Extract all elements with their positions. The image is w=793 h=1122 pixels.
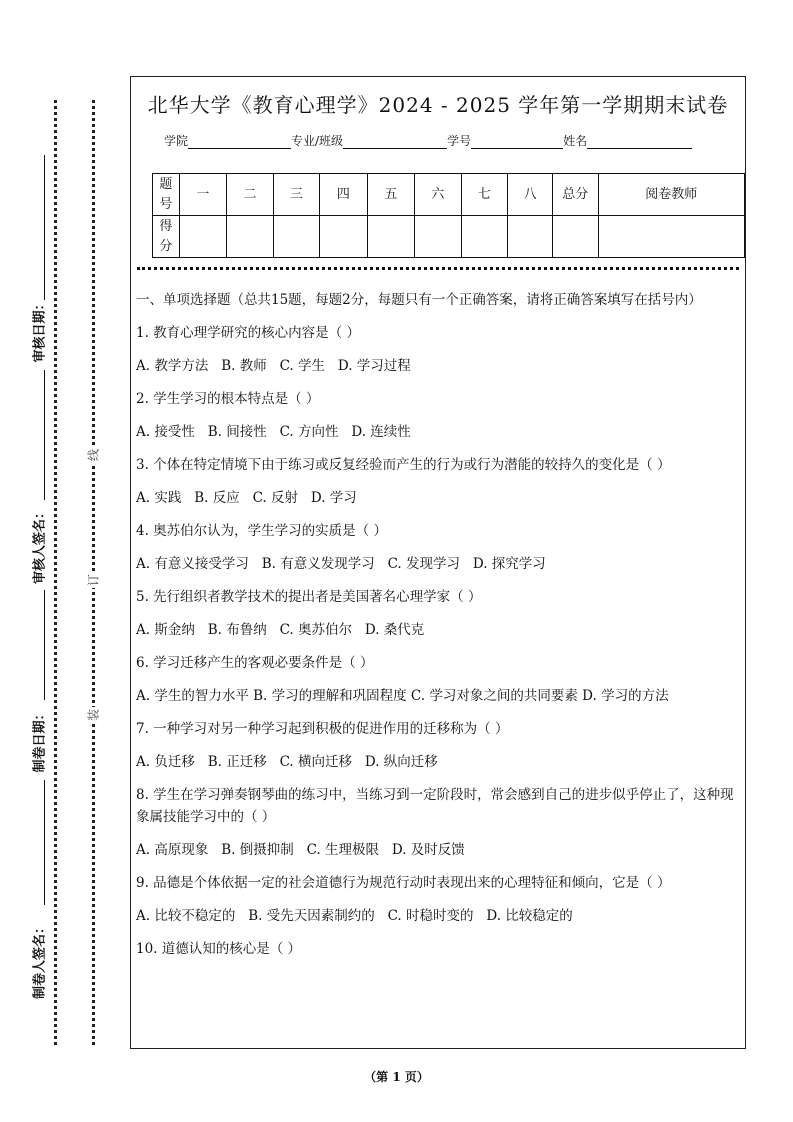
question: 9. 品德是个体依据一定的社会道德行为规范行动时表现出来的心理特征和倾向，它是（ ）	[136, 875, 671, 891]
exam-frame	[130, 76, 746, 1049]
section-heading: 一、单项选择题（总共15题，每题2分，每题只有一个正确答案，请将正确答案填写在括号内）	[136, 292, 702, 308]
dotted-separator	[137, 267, 739, 270]
column-header: 二	[227, 174, 274, 216]
question: 10. 道德认知的核心是（ ）	[136, 941, 302, 957]
question: 4. 奥苏伯尔认为，学生学习的实质是（ ）	[136, 523, 387, 539]
score-row	[153, 216, 745, 258]
column-header: 八	[508, 174, 553, 216]
column-header: 总分	[552, 174, 598, 216]
options: A. 有意义接受学习 B. 有意义发现学习 C. 发现学习 D. 探究学习	[136, 556, 546, 572]
score-cell[interactable]	[461, 216, 508, 258]
score-cell[interactable]	[227, 216, 274, 258]
signature-line	[44, 780, 45, 905]
options: A. 学生的智力水平 B. 学习的理解和巩固程度 C. 学习对象之间的共同要素 D. 学习的方法	[136, 688, 669, 704]
major-field[interactable]	[343, 134, 447, 149]
student-id-field[interactable]	[471, 134, 563, 149]
column-header: 阅卷教师	[598, 174, 744, 216]
score-cell[interactable]	[552, 216, 598, 258]
score-cell[interactable]	[320, 216, 367, 258]
dotted-line-outer	[54, 100, 57, 1045]
question: 1. 教育心理学研究的核心内容是（ ）	[136, 325, 360, 341]
score-table	[152, 173, 745, 258]
column-header: 一	[179, 174, 226, 216]
column-header: 三	[273, 174, 320, 216]
options: A. 比较不稳定的 B. 受先天因素制约的 C. 时稳时变的 D. 比较稳定的	[136, 908, 573, 924]
name-label: 姓名	[563, 134, 588, 148]
options: A. 负迁移 B. 正迁移 C. 横向迁移 D. 纵向迁移	[136, 754, 438, 770]
question: 2. 学生学习的根本特点是（ ）	[136, 391, 320, 407]
column-header: 五	[367, 174, 414, 216]
question: 6. 学习迁移产生的客观必要条件是（ ）	[136, 655, 374, 671]
options: A. 斯金纳 B. 布鲁纳 C. 奥苏伯尔 D. 桑代克	[136, 622, 425, 638]
college-label: 学院	[164, 134, 189, 148]
major-label: 专业/班级	[291, 134, 344, 148]
page-number: （第 1 页）	[364, 1070, 429, 1084]
signature-line	[44, 370, 45, 500]
score-cell[interactable]	[415, 216, 462, 258]
score-cell[interactable]	[179, 216, 226, 258]
options: A. 高原现象 B. 倒摄抑制 C. 生理极限 D. 及时反馈	[136, 842, 465, 858]
options: A. 实践 B. 反应 C. 反射 D. 学习	[136, 490, 357, 506]
signature-line	[44, 590, 45, 700]
row-label: 得分	[153, 216, 180, 258]
options: A. 接受性 B. 间接性 C. 方向性 D. 连续性	[136, 424, 411, 440]
score-table-header-row	[153, 174, 745, 216]
question: 3. 个体在特定情境下由于练习或反复经验而产生的行为或行为潜能的较持久的变化是（ ）	[136, 457, 671, 473]
score-cell[interactable]	[598, 216, 744, 258]
column-header: 七	[461, 174, 508, 216]
question: 7. 一种学习对另一种学习起到积极的促进作用的迁移称为（ ）	[136, 721, 509, 737]
column-header: 六	[415, 174, 462, 216]
header-label: 题号	[153, 174, 180, 216]
signature-line	[44, 155, 45, 300]
binding-mark-xian: 线	[86, 448, 101, 462]
score-cell[interactable]	[508, 216, 553, 258]
score-cell[interactable]	[273, 216, 320, 258]
paper-date-label: 制卷日期：	[32, 707, 48, 773]
review-date-label: 审核日期：	[32, 297, 48, 363]
options: A. 教学方法 B. 教师 C. 学生 D. 学习过程	[136, 358, 411, 374]
name-field[interactable]	[587, 134, 692, 149]
column-header: 四	[320, 174, 367, 216]
college-field[interactable]	[188, 134, 291, 149]
reviewer-signature-label: 审核人签名：	[32, 505, 48, 585]
exam-title: 北华大学《教育心理学》2024 - 2025 学年第一学期期末试卷	[147, 93, 729, 117]
id-label: 学号	[447, 134, 472, 148]
questions	[136, 289, 735, 971]
question: 8. 学生在学习弹奏钢琴曲的练习中，当练习到一定阶段时，常会感到自己的进步似乎停止了，这种现象属技能学习中的（ ）	[136, 787, 734, 825]
paper-maker-signature-label: 制卷人签名：	[32, 920, 48, 1000]
question: 5. 先行组织者教学技术的提出者是美国著名心理学家（ ）	[136, 589, 482, 605]
binding-mark-zhuang: 装	[86, 708, 101, 722]
student-info	[164, 132, 692, 149]
score-cell[interactable]	[367, 216, 414, 258]
binding-mark-ding: 订	[86, 573, 101, 587]
